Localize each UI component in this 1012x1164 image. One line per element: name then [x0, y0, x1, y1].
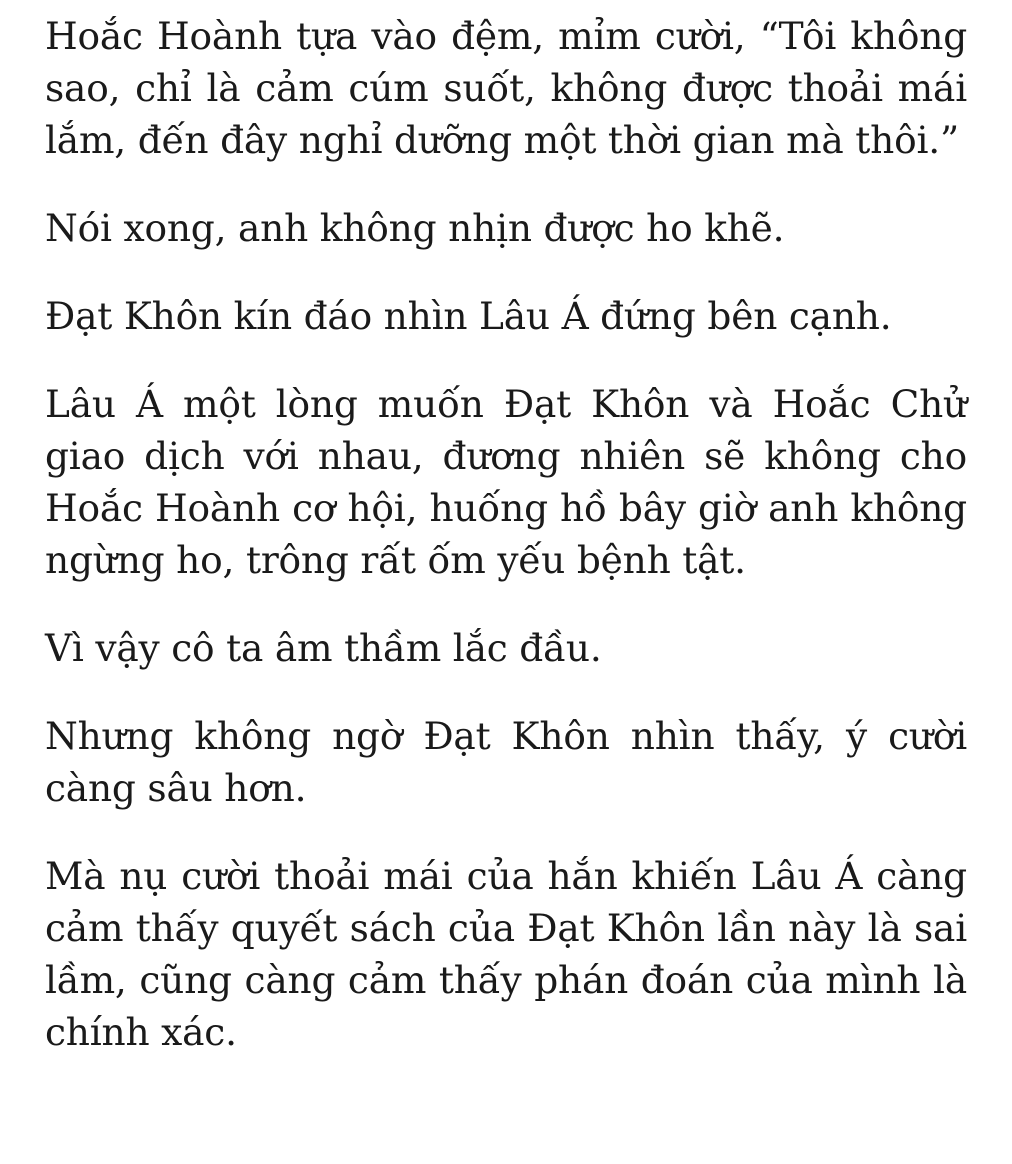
paragraph: Nhưng không ngờ Đạt Khôn nhìn thấy, ý cười càng sâu hơn.	[45, 714, 967, 810]
paragraph: Nói xong, anh không nhịn được ho khẽ.	[45, 206, 785, 250]
paragraph: Lâu Á một lòng muốn Đạt Khôn và Hoắc Chử giao dịch với nhau, đương nhiên sẽ không cho Hoắc Hoành cơ hội, huống hồ bây giờ anh không ngừng ho, trông rất ốm yếu bệnh tật.	[45, 382, 967, 582]
paragraph: Mà nụ cười thoải mái của hắn khiến Lâu Á càng cảm thấy quyết sách của Đạt Khôn lần này là sai lầm, cũng càng cảm thấy phán đoán của mình là chính xác.	[45, 854, 967, 1054]
paragraph: Hoắc Hoành tựa vào đệm, mỉm cười, “Tôi không sao, chỉ là cảm cúm suốt, không được thoải mái lắm, đến đây nghỉ dưỡng một thời gian mà thôi.”	[45, 14, 967, 162]
reader-text-content	[45, 10, 967, 1058]
paragraph: Vì vậy cô ta âm thầm lắc đầu.	[45, 626, 602, 670]
paragraph: Đạt Khôn kín đáo nhìn Lâu Á đứng bên cạnh.	[45, 294, 892, 338]
